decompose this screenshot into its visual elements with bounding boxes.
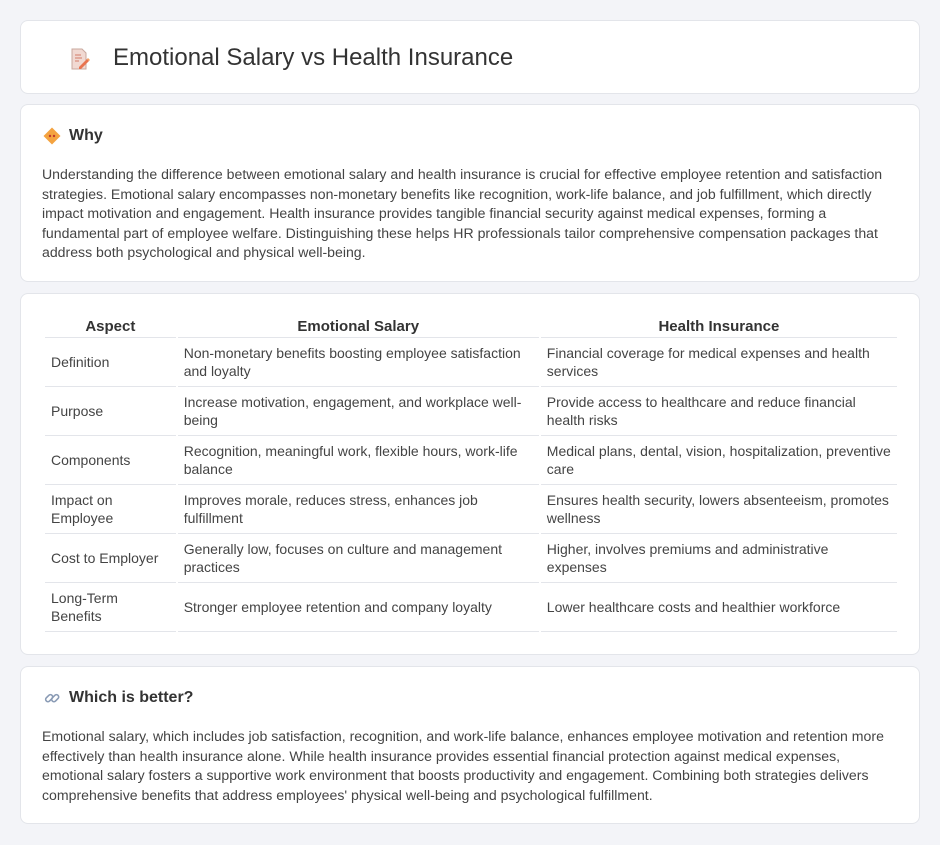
table-cell: Non-monetary benefits boosting employee satisfaction and loyalty	[178, 338, 539, 387]
table-header-row	[45, 316, 897, 338]
page-title: Emotional Salary vs Health Insurance	[113, 44, 514, 71]
document-edit-icon	[67, 47, 91, 71]
table-cell-aspect: Definition	[45, 338, 176, 387]
table-row	[45, 534, 897, 583]
column-header: Emotional Salary	[178, 316, 539, 338]
better-heading: Which is better?	[69, 689, 194, 706]
table-cell: Financial coverage for medical expenses and health services	[541, 338, 897, 387]
link-icon	[43, 689, 61, 707]
table-cell: Recognition, meaningful work, flexible hours, work-life balance	[178, 436, 539, 485]
why-heading: Why	[69, 127, 103, 144]
comparison-card	[20, 293, 920, 655]
table-cell-aspect: Components	[45, 436, 176, 485]
table-cell: Improves morale, reduces stress, enhances job fulfillment	[178, 485, 539, 534]
column-header: Aspect	[45, 316, 176, 338]
table-cell: Provide access to healthcare and reduce financial health risks	[541, 387, 897, 436]
comparison-table	[43, 316, 899, 632]
table-row	[45, 436, 897, 485]
table-cell-aspect: Cost to Employer	[45, 534, 176, 583]
table-cell-aspect: Long-Term Benefits	[45, 583, 176, 632]
diamond-info-icon	[43, 127, 61, 145]
table-cell: Medical plans, dental, vision, hospitalization, preventive care	[541, 436, 897, 485]
table-row	[45, 485, 897, 534]
table-cell-aspect: Impact on Employee	[45, 485, 176, 534]
table-row	[45, 387, 897, 436]
table-row	[45, 338, 897, 387]
better-text: Emotional salary, which includes job satisfaction, recognition, and work-life balance, enhances employee motivation and retention more effectively than health insurance alone. While health insurance provides essential financial protection against medical expenses, emotional salary fosters a supportive work environment that boosts productivity and engagement. Combining both strategies delivers comprehensive benefits that address employees' physical well-being and psychological fulfillment.	[42, 728, 884, 803]
table-cell: Ensures health security, lowers absenteeism, promotes wellness	[541, 485, 897, 534]
table-cell: Increase motivation, engagement, and workplace well-being	[178, 387, 539, 436]
column-header: Health Insurance	[541, 316, 897, 338]
table-row	[45, 583, 897, 632]
table-cell: Lower healthcare costs and healthier workforce	[541, 583, 897, 632]
table-cell: Stronger employee retention and company loyalty	[178, 583, 539, 632]
why-section	[20, 104, 920, 282]
title-card	[20, 20, 920, 94]
which-is-better-section	[20, 666, 920, 824]
table-cell: Higher, involves premiums and administrative expenses	[541, 534, 897, 583]
table-cell: Generally low, focuses on culture and management practices	[178, 534, 539, 583]
why-text: Understanding the difference between emotional salary and health insurance is crucial for effective employee retention and satisfaction strategies. Emotional salary encompasses non-monetary benefits like recognition, work-life balance, and job fulfillment, which directly impact motivation and engagement. Health insurance provides tangible financial security against medical expenses, forming a fundamental part of employee welfare. Distinguishing these helps HR professionals tailor comprehensive compensation packages that address both psychological and physical well-being.	[42, 166, 883, 260]
table-cell-aspect: Purpose	[45, 387, 176, 436]
